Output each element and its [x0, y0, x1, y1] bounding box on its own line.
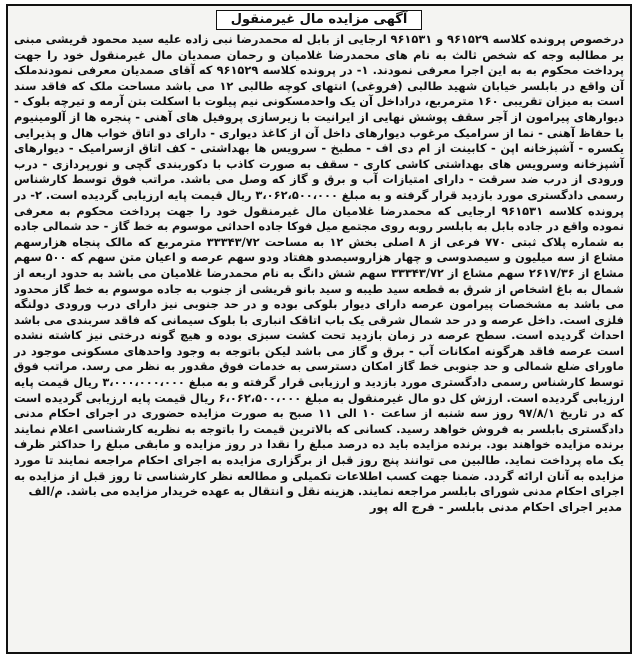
notice-body: درخصوص پرونده کلاسه ۹۶۱۵۲۹ و ۹۶۱۵۳۱ ارجایی از بابل له محمدرضا نبی زاده علیه سید محمود قریشی مبنی بر مطالبه وجه که شخص ثالث به نام های محمدرضا غلامیان و رحمان صمدیان مال غیرمنقول خود را جهت پرداخت محکوم به به این اجرا معرفی نمودند. ۱- در پرونده کلاسه ۹۶۱۵۲۹ که آقای صمدیان معرفی نمودندملک آن واقع در بابلسر خیابان شهید طالبی (فروغی) انتهای کوچه طالبی ۱۲ می باشد مساحت ملک که فاقد سند است به میزان تقریبی ۱۶۰ مترمربع، دراداخل آن یک واحدمسکونی نیم پیلوت با اسکلت بتن آرمه و تیرچه بلوک - دیوارهای پیرامون از آجر سقف پوشش نهایی از ایرانیت با زیرسازی پروفیل های آهنی - پنجره ها از آلومینیوم با حفاظ آهنی - نما از سرامیک مرغوب دیوارهای داخل آن از کاغذ دیواری - دارای دو اتاق خواب هال و پذیرایی یکسره - آشپزخانه اپن - کابینت از ام دی اف - مطبخ - سرویس ها بهداشتی - کف اتاق ازسرامیک - دیوارهای آشپزخانه وسرویس های بهداشتی کاشی کاری - سقف به صورت کاذب با دکوربندی گچی و نورپردازی - درب ورودی از درب ضد سرقت - دارای امتیازات آب و برق و گاز که وصل می باشد. مراتب فوق توسط کارشناس رسمی دادگستری مورد بازدید قرار گرفته و به مبلغ ۳،۰۶۲،۵۰۰،۰۰۰ ریال قیمت پایه ارزیابی گردیده است. ۲- در پرونده کلاسه ۹۶۱۵۳۱ ارجایی که محمدرضا غلامیان مال غیرمنقول خود را جهت پرداخت محکوم به معرفی نموده واقع در جاده بابل به بابلسر روبه روی مجتمع میل فوکا جاده احداثی موسوم به خط گاز - حد شمالی جاده به شماره پلاک ثبتی ۷۷۰ فرعی از ۸ اصلی بخش ۱۲ به مساحت ۳۳۳۴۳/۷۲ مترمربع که مالک پنجاه هزارسهم مشاع از سه میلیون و سیصدوسی و چهار هزاروسیصدو هفتاد ودو سهم عرصه و اعیان متن سهم که ۵۰۰ سهم مشاع از ۲۶۱۷/۳۶ سهم مشاع از ۳۳۳۴۳/۷۲ سهم شش دانگ به نام محمدرضا غلامیان می باشد به حدود اربعه از شمال به باغ اشخاص از شرق به قطعه سید طیبه و سید بانو قریشی از جنوب به جاده موسوم به خط گاز محدود می باشد به مشخصات پیرامون عرصه دارای دیوار بلوکی بوده و در حد جنوبی نیز دارای درب ورودی دولنگه فلزی است. داخل عرصه و در حد شمال شرقی یک باب اتاقک انباری با بلوک سیمانی که فاقد سربندی می باشد احداث گردیده است. سطح عرصه در زمان بازدید تحت کشت سبزی بوده و هیچ گونه درختی نیز کاشته نشده است عرصه فاقد هرگونه امکانات آب - برق و گاز می باشد لیکن باتوجه به وجود واحدهای مسکونی موجود در ماورای ضلع شمالی و حد جنوبی خط گاز امکان دسترسی به خدمات فوق مقدور به نظر می رسد. مراتب فوق توسط کارشناس رسمی دادگستری مورد بازدید و ارزیابی قرار گرفته و به مبلغ ۳،۰۰۰،۰۰۰،۰۰۰ ریال قیمت پایه ارزیابی گردیده است. ارزش کل دو مال غیرمنقول به مبلغ ۶،۰۶۲،۵۰۰،۰۰۰ ریال قیمت پایه ارزیابی گردیده است که در تاریخ ۹۷/۸/۱ روز سه شنبه از ساعت ۱۰ الی ۱۱ صبح به صورت مزایده حضوری در اجرای احکام مدنی دادگستری بابلسر به فروش خواهد رسید. کسانی که بالاترین قیمت را باتوجه به نظریه کارشناسی اعلام نمایند برنده مزایده خواهند بود. برنده مزایده باید ده درصد مبلغ را نقدا در روز مزایده و مابقی مبلغ را حداکثر ظرف یک ماه پرداخت نماید. طالبین می توانند پنج روز قبل از برگزاری مزایده به اجرای احکام مراجعه نمایند تا مورد مزایده به آنان ارائه گردد. ضمنا جهت کسب اطلاعات تکمیلی و مطالعه نظر کارشناسی تا روز قبل از مزایده به اجرای احکام مدنی شورای بابلسر مراجعه نمایند. هزینه نقل و انتقال به عهده خریدار مزایده می باشد. م/الف [14, 32, 625, 499]
notice-signature: مدیر اجرای احکام مدنی بابلسر - فرج اله پور [369, 499, 622, 514]
notice-title: آگهی مزایده مال غیرمنقول [216, 10, 423, 30]
auction-notice [6, 4, 632, 654]
notice-header [8, 8, 630, 30]
